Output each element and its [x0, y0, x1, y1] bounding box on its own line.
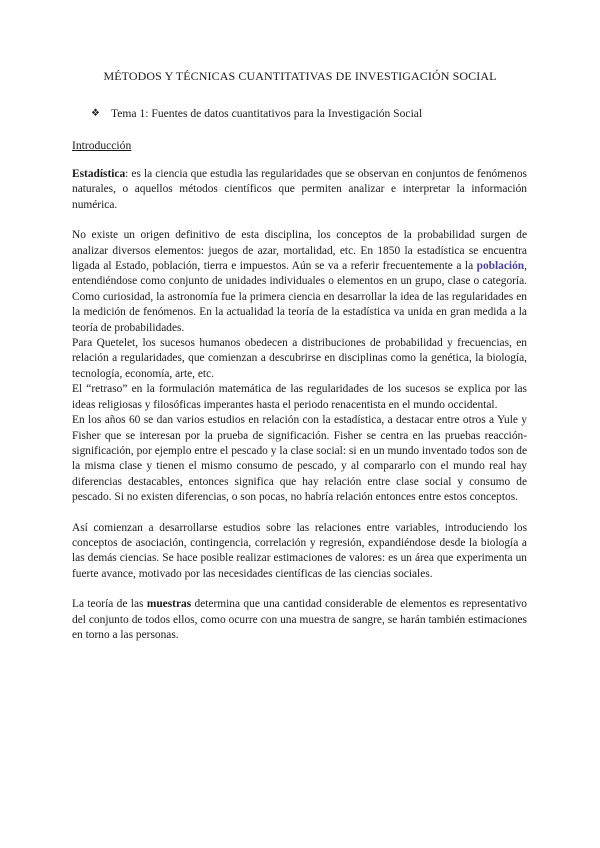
paragraph-definition — [72, 167, 527, 213]
document-body — [72, 167, 527, 643]
paragraph-relaciones: Así comienzan a desarrollarse estudios sobre las relaciones entre variables, introduciendo los conceptos de asociación, contingencia, correlación y regresión, expandiéndose desde la biología a las demás ciencias. Se hace posible realizar estimaciones de valores: es un área que experimenta un fuerte avance, motivado por las necesidades científicas de las ciencias sociales. — [72, 521, 527, 580]
term-poblacion-link[interactable]: población — [476, 260, 525, 273]
page-title: MÉTODOS Y TÉCNICAS CUANTITATIVAS DE INVESTIGACIÓN SOCIAL — [103, 69, 497, 83]
paragraph-anos-60: En los años 60 se dan varios estudios en relación con la estadística, a destacar entre otros a Yule y Fisher que se interesan por la prueba de significación. Fisher se centra en las pruebas reacción-significación, por ejemplo entre el pescado y la clase social: si en un mundo inventado todos son de la misma clase y tienen el mismo consumo de pescado, y al compararlo con el mundo real hay diferencias destacables, entonces significa que hay relación entre clase social y consumo de pescado. Si no existen diferencias, o son pocas, no habría relación entonces entre estos conceptos. — [72, 414, 527, 504]
topic-bullet-item — [91, 106, 531, 121]
paragraph-origin — [72, 228, 527, 336]
paragraph-text: No existe un origen definitivo de esta disciplina, los conceptos de la probabilidad surgen de analizar diversos elementos: juegos de azar, mortalidad, etc. En 1850 la estadística se encuentra ligada al Estado, población, tierra e impuestos. Aún se va a referir frecuentemente a la — [72, 229, 527, 273]
term-muestras: muestras — [146, 598, 192, 611]
paragraph-quetelet: Para Quetelet, los sucesos humanos obedecen a distribuciones de probabilidad y frecuencias, en relación a regularidades, que comienzan a descubrirse en disciplinas como la genética, la biología, tecnología, economía, arte, etc. — [72, 337, 527, 380]
paragraph-text: , entendiéndose como conjunto de unidades individuales o elementos en un grupo, clase o categoría. Como curiosidad, la astronomía fue la primera ciencia en desarrollar la idea de las regularidades en la medición de fenómenos. En la actualidad la teoría de la estadística va unida en gran medida a la teoría de probabilidades. — [72, 260, 527, 334]
topic-text: Tema 1: Fuentes de datos cuantitativos para la Investigación Social — [111, 107, 423, 120]
paragraph-text: : es la ciencia que estudia las regularidades que se observan en conjuntos de fenómenos naturales, o aquellos métodos científicos que permiten analizar e interpretar la información numérica. — [72, 168, 527, 211]
paragraph-retraso: El “retraso” en la formulación matemática de las regularidades de los sucesos se explica por las ideas religiosas y filosóficas imperantes hasta el periodo renacentista en el mundo occidental. — [72, 383, 527, 411]
diamond-bullet-icon: ❖ — [91, 108, 100, 119]
paragraph-muestras — [72, 597, 527, 643]
section-heading: Introducción — [72, 139, 132, 152]
paragraph-text: La teoría de las — [72, 598, 147, 611]
paragraph-text: determina que una cantidad considerable de elementos es representativo del conjunto de todos ellos, como ocurre con una muestra de sangre, se harán también estimaciones en torno a las personas. — [72, 598, 527, 641]
term-estadistica: Estadística — [72, 168, 126, 180]
